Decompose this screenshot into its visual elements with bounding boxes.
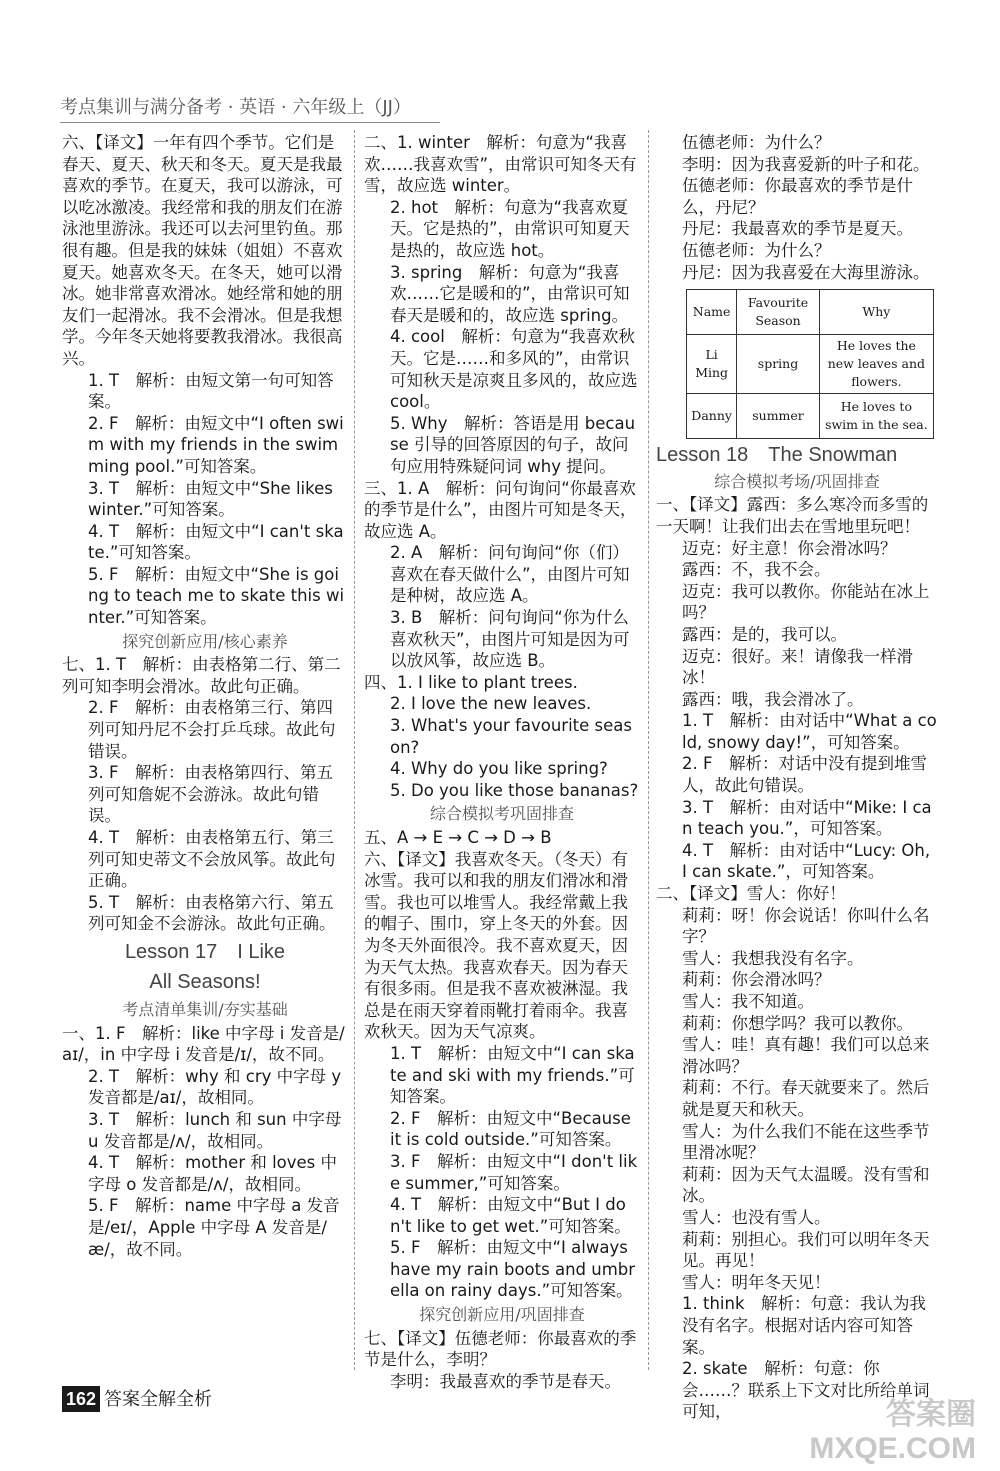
answer-item: 4. T 解析：由对话中“Lucy: Oh, I can skate.”，可知答案。: [682, 840, 931, 882]
dialog-line: 雪人：哇！真有趣！我们可以总来滑冰吗？: [682, 1035, 930, 1076]
answer-item: 二、1. winter 解析：句意为“我喜欢……我喜欢雪”，由常识可知冬天有雪，故应选 winter。: [364, 133, 637, 196]
column-middle: [364, 132, 640, 1392]
table-cell: spring: [737, 335, 820, 394]
dialog-line: 雪人：也没有雪人。: [682, 1207, 831, 1227]
dialog-line: 莉莉：你会滑冰吗？: [682, 970, 831, 990]
lesson-17-title-line2: All Seasons!: [149, 970, 261, 993]
answer-item: 1. think 解析：句意：我认为我没有名字。根据对话内容可知答案。: [682, 1294, 927, 1357]
dialog-line: 莉莉：因为天气太温暖。没有雪和冰。: [682, 1164, 930, 1206]
table-header-cell: Why: [819, 290, 933, 335]
dialog-line: 露西：不，我不会。: [682, 560, 831, 580]
answer-item: 3. T 解析：由对话中“Mike: I can teach you.”，可知答案。: [682, 797, 932, 839]
answer-item: 1. T 解析：由对话中“What a cold, snowy day!”，可知答案。: [682, 711, 937, 752]
page-number: 162: [62, 1386, 100, 1412]
answer-item: 2. F 解析：由短文中“Because it is cold outside.”可知答案。: [390, 1108, 631, 1150]
watermark-logo: [809, 1398, 976, 1466]
dialog-line: 迈克：很好。来！请像我一样滑冰！: [682, 646, 913, 688]
dialog-line: 伍德老师：你最喜欢的季节是什么，丹尼？: [682, 176, 913, 217]
answer-item: 3. T 解析：lunch 和 sun 中字母 u 发音都是/ʌ/，故相同。: [88, 1109, 342, 1151]
answer-item: 3. F 解析：由短文中“I don't like summer,”可知答案。: [390, 1151, 638, 1193]
dialog-line: 露西：哦，我会滑冰了。: [682, 689, 864, 709]
dialog-line: 莉莉：别担心。我们可以明年冬天见。再见！: [682, 1229, 930, 1271]
answer-item: 5. Do you like those bananas?: [390, 780, 639, 800]
dialog-line: 雪人：我想我没有名字。: [682, 948, 864, 968]
running-header: 考点集训与满分备考 · 英语 · 六年级上（JJ）: [60, 93, 440, 123]
watermark-line2: MXQE.COM: [809, 1432, 976, 1465]
answer-item: 5. T 解析：由表格第六行、第五列可知金不会游泳。故此句正确。: [88, 892, 336, 934]
answer-item: 5. F 解析：由短文中“She is going to teach me to skate this winter.”可知答案。: [88, 564, 345, 628]
answer-item: 1. T 解析：由短文中“I can skate and ski with my friends.”可知答案。: [390, 1043, 635, 1107]
dialog-line: 雪人：我不知道。: [682, 992, 814, 1011]
answer-item: 2. F 解析：对话中没有提到堆雪人，故此句错误。: [682, 754, 927, 796]
answer-item: 4. T 解析：mother 和 loves 中字母 o 发音都是/ʌ/，故相同。: [88, 1153, 338, 1194]
season-table: [686, 289, 934, 439]
table-cell: He loves to swim in the sea.: [819, 394, 933, 439]
dialog-line: 雪人：为什么我们不能在这些季节里滑冰呢？: [682, 1121, 930, 1163]
answer-item: 3. spring 解析：句意为“我喜欢……它是暖和的”，由常识可知春天是暖和的，故应选 spring。: [390, 262, 630, 325]
answer-item: 4. Why do you like spring?: [390, 759, 608, 779]
answer-item: 3. B 解析：问句询问“你为什么喜欢秋天”，由图片可知是因为可以放风筝，故应选 B。: [390, 608, 630, 671]
dialog-line: 迈克：我可以教你。你能站在冰上吗？: [682, 581, 930, 623]
answer-item: 四、1. I like to plant trees.: [364, 672, 578, 692]
table-cell: Danny: [687, 394, 737, 439]
dialog-line: 李明：我最喜欢的季节是春天。: [390, 1371, 621, 1391]
footer-label: 答案全解全析: [104, 1389, 213, 1410]
answer-item: 一、1. F 解析：like 中字母 i 发音是/aɪ/，in 中字母 i 发音是/ɪ/，故不同。: [62, 1023, 345, 1065]
answer-item: 5. F 解析：由短文中“I always have my rain boots and umbrella on rainy days.”可知答案。: [390, 1238, 636, 1301]
dialog-line: 丹尼：因为我喜爱在大海里游泳。: [682, 262, 930, 282]
dialog-line: 露西：是的，我可以。: [682, 624, 847, 644]
dialog-line: 李明：因为我喜爱新的叶子和花。: [682, 154, 930, 174]
dialog-line: 伍德老师：为什么？: [682, 240, 831, 260]
section-subtitle: 探究创新应用/巩固排查: [419, 1305, 585, 1325]
answer-item: 2. I love the new leaves.: [390, 694, 592, 714]
section-6-translation: 六、【译文】一年有四个季节。它们是春天、夏天、秋天和冬天。夏天是我最喜欢的季节。在夏天，我可以游泳，可以吃冰激凌。我经常和我的朋友们在游泳池里游泳。我还可以去河里钓鱼。那很有趣。但是我的妹妹（姐姐）不喜欢夏天。她喜欢冬天。在冬天，她可以滑冰。她非常喜欢滑冰。她经常和她的朋友们一起滑冰。我不会滑冰。但是我想学。今年冬天她将要教我滑冰。我很高兴。: [62, 133, 343, 368]
dialog-line: 一、【译文】露西：多么寒冷而多雪的一天啊！让我们出去在雪地里玩吧！: [656, 495, 929, 536]
table-header-cell: Favourite Season: [737, 290, 820, 335]
table-header-cell: Name: [687, 290, 737, 335]
section-subtitle: 综合模拟考场/巩固排查: [714, 471, 880, 491]
answer-item: 3. T 解析：由短文中“She likes winter.”可知答案。: [88, 478, 333, 520]
column-divider: [648, 130, 649, 1370]
dialog-line: 莉莉：不行。春天就要来了。然后就是夏天和秋天。: [682, 1078, 930, 1119]
column-right: [656, 132, 938, 1423]
table-header-row: [687, 290, 934, 335]
dialog-line: 迈克：好主意！你会滑冰吗？: [682, 538, 897, 558]
answer-item: 2. F 解析：由表格第三行、第四列可知丹尼不会打乒乓球。故此句错误。: [88, 698, 336, 761]
answer-item: 4. T 解析：由短文中“But I don't like to get wet.”可知答案。: [390, 1195, 631, 1236]
answer-item: 2. F 解析：由短文中“I often swim with my friends in the swimming pool.”可知答案。: [88, 413, 344, 476]
dialog-line: 雪人：明年冬天见！: [682, 1272, 831, 1292]
page-footer: [62, 1386, 212, 1412]
table-cell: Li Ming: [687, 335, 737, 394]
column-divider: [354, 130, 355, 1370]
answer-item: 3. What's your favourite season?: [390, 716, 632, 757]
answer-item: 七、1. T 解析：由表格第二行、第二列可知李明会滑冰。故此句正确。: [62, 655, 341, 696]
answer-item: 五、A → E → C → D → B: [364, 828, 552, 847]
section-6-translation: 六、【译文】我喜欢冬天。（冬天）有冰雪。我可以和我的朋友们滑冰和滑雪。我也可以堆雪人。我经常戴上我的帽子、围巾，穿上冬天的外套。因为冬天外面很冷。我不喜欢夏天，因为天气太热。我喜欢春天。因为春天有很多雨。但是我不喜欢被淋湿。我总是在雨天穿着雨靴打着雨伞。我喜欢秋天。因为天气凉爽。: [364, 849, 628, 1042]
answer-item: 3. F 解析：由表格第四行、第五列可知詹妮不会游泳。故此句错误。: [88, 763, 333, 826]
answer-item: 2. A 解析：问句询问“你（们）喜欢在春天做什么”，由图片可知是种树，故应选 A。: [390, 543, 630, 606]
answer-item: 2. skate 解析：句意：你会……？联系上下文对比所给单词可知，: [682, 1359, 930, 1422]
answer-item: 2. hot 解析：句意为“我喜欢夏天。它是热的”，由常识可知夏天是热的，故应选 hot。: [390, 197, 630, 260]
section-subtitle: 综合模拟考巩固排查: [429, 804, 574, 824]
answer-item: 4. T 解析：由短文中“I can't skate.”可知答案。: [88, 521, 344, 563]
answer-item: 三、1. A 解析：问句询问“你最喜欢的季节是什么”，由图片可知是冬天，故应选 A。: [364, 478, 637, 541]
table-row: [687, 335, 934, 394]
answer-item: 4. T 解析：由表格第五行、第三列可知史蒂文不会放风筝。故此句正确。: [88, 828, 336, 891]
answer-item: 2. T 解析：why 和 cry 中字母 y 发音都是/aɪ/，故相同。: [88, 1066, 342, 1108]
lesson-18-title: Lesson 18 The Snowman: [656, 444, 898, 467]
table-row: [687, 394, 934, 439]
dialog-line: 莉莉：呀！你会说话！你叫什么名字？: [682, 905, 930, 947]
section-subtitle: 考点清单集训/夯实基础: [122, 999, 288, 1019]
answer-item: 1. T 解析：由短文第一句可知答案。: [88, 370, 334, 412]
section-subtitle: 探究创新应用/核心素养: [122, 631, 288, 651]
answer-item: 5. F 解析：name 中字母 a 发音是/eɪ/，Apple 中字母 A 发音是/æ/，故不同。: [88, 1196, 340, 1259]
dialog-line: 七、【译文】伍德老师：你最喜欢的季节是什么，李明？: [364, 1328, 637, 1370]
column-left: [62, 132, 348, 1260]
dialog-line: 伍德老师：为什么？: [682, 133, 831, 152]
dialog-line: 二、【译文】雪人：你好！: [656, 884, 846, 904]
dialog-line: 莉莉：你想学吗？我可以教你。: [682, 1013, 913, 1033]
table-cell: summer: [737, 394, 820, 439]
table-cell: He loves the new leaves and flowers.: [819, 335, 933, 394]
answer-item: 5. Why 解析：答语是用 because 引导的回答原因的句子，故问句应用特殊疑问词 why 提问。: [390, 413, 636, 476]
watermark-line1: 答案圈: [886, 1398, 976, 1431]
dialog-line: 丹尼：我最喜欢的季节是夏天。: [682, 219, 913, 239]
lesson-17-title-line1: Lesson 17 I Like: [124, 940, 286, 963]
answer-item: 4. cool 解析：句意为“我喜欢秋天。它是……和多风的”，由常识可知秋天是凉爽且多风的，故应选 cool。: [390, 327, 638, 412]
